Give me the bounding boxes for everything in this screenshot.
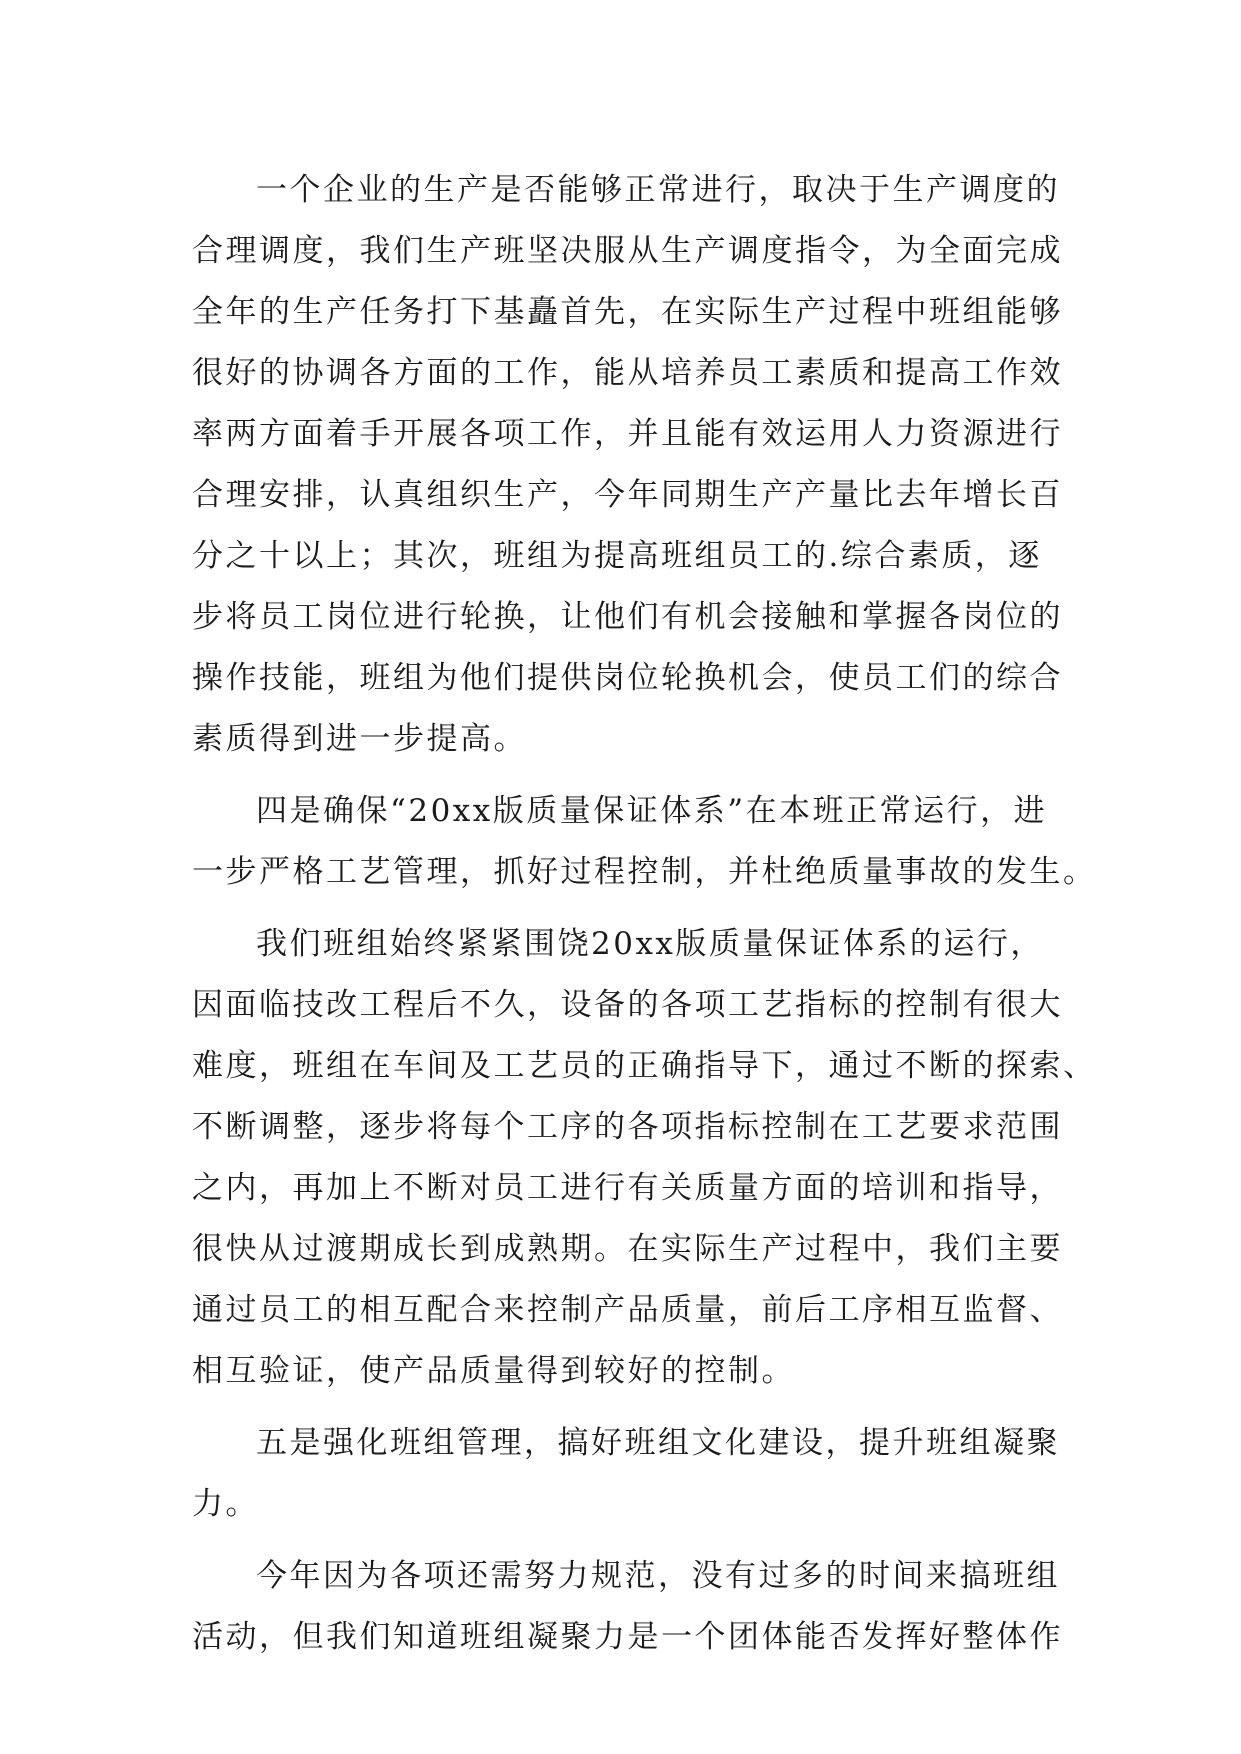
paragraph-team-management-heading: [192, 1413, 1060, 1535]
paragraph-line: 今年因为各项还需努力规范，没有过多的时间来搞班组: [256, 1558, 1060, 1594]
paragraph-line: 不断调整，逐步将每个工序的各项指标控制在工艺要求范围: [192, 1109, 1063, 1145]
paragraph-line: 步将员工岗位进行轮换，让他们有机会接触和掌握各岗位的: [192, 599, 1063, 635]
paragraph-quality-system-heading: [192, 781, 1097, 903]
paragraph-line: 之内，再加上不断对员工进行有关质量方面的培训和指导，: [192, 1170, 1063, 1206]
paragraph-line: 操作技能，班组为他们提供岗位轮换机会，使员工们的综合: [192, 660, 1063, 696]
paragraph-quality-system-detail: [192, 914, 1097, 1402]
paragraph-line: 四是确保“20xx版质量保证体系”在本班正常运行，进: [256, 793, 1048, 829]
paragraph-line: 一个企业的生产是否能够正常进行，取决于生产调度的: [256, 172, 1060, 208]
paragraph-line: 活动，但我们知道班组凝聚力是一个团体能否发挥好整体作: [192, 1619, 1063, 1655]
paragraph-line: 通过员工的相互配合来控制产品质量，前后工序相互监督、: [192, 1292, 1063, 1328]
paragraph-line: 很快从过渡期成长到成熟期。在实际生产过程中，我们主要: [192, 1231, 1063, 1267]
paragraph-line: 五是强化班组管理，搞好班组文化建设，提升班组凝聚: [256, 1425, 1060, 1461]
paragraph-line: 素质得到进一步提高。: [192, 721, 527, 757]
paragraph-line: 一步严格工艺管理，抓好过程控制，并杜绝质量事故的发生。: [192, 854, 1097, 890]
paragraph-line: 率两方面着手开展各项工作，并且能有效运用人力资源进行: [192, 416, 1063, 452]
paragraph-production-scheduling: [192, 160, 1063, 770]
paragraph-line: 合理调度，我们生产班坚决服从生产调度指令，为全面完成: [192, 233, 1063, 269]
paragraph-line: 难度，班组在车间及工艺员的正确指导下，通过不断的探索、: [192, 1048, 1097, 1084]
paragraph-line: 力。: [192, 1486, 259, 1522]
paragraph-team-activities: [192, 1546, 1063, 1668]
document-body: [192, 160, 1097, 1668]
paragraph-line: 很好的协调各方面的工作，能从培养员工素质和提高工作效: [192, 355, 1063, 391]
paragraph-line: 全年的生产任务打下基矗首先，在实际生产过程中班组能够: [192, 294, 1063, 330]
paragraph-line: 分之十以上；其次，班组为提高班组员工的.综合素质，逐: [192, 538, 1042, 574]
paragraph-line: 我们班组始终紧紧围饶20xx版质量保证体系的运行，: [256, 926, 1044, 962]
paragraph-line: 合理安排，认真组织生产，今年同期生产产量比去年增长百: [192, 477, 1063, 513]
paragraph-line: 因面临技改工程后不久，设备的各项工艺指标的控制有很大: [192, 987, 1063, 1023]
paragraph-line: 相互验证，使产品质量得到较好的控制。: [192, 1353, 795, 1389]
